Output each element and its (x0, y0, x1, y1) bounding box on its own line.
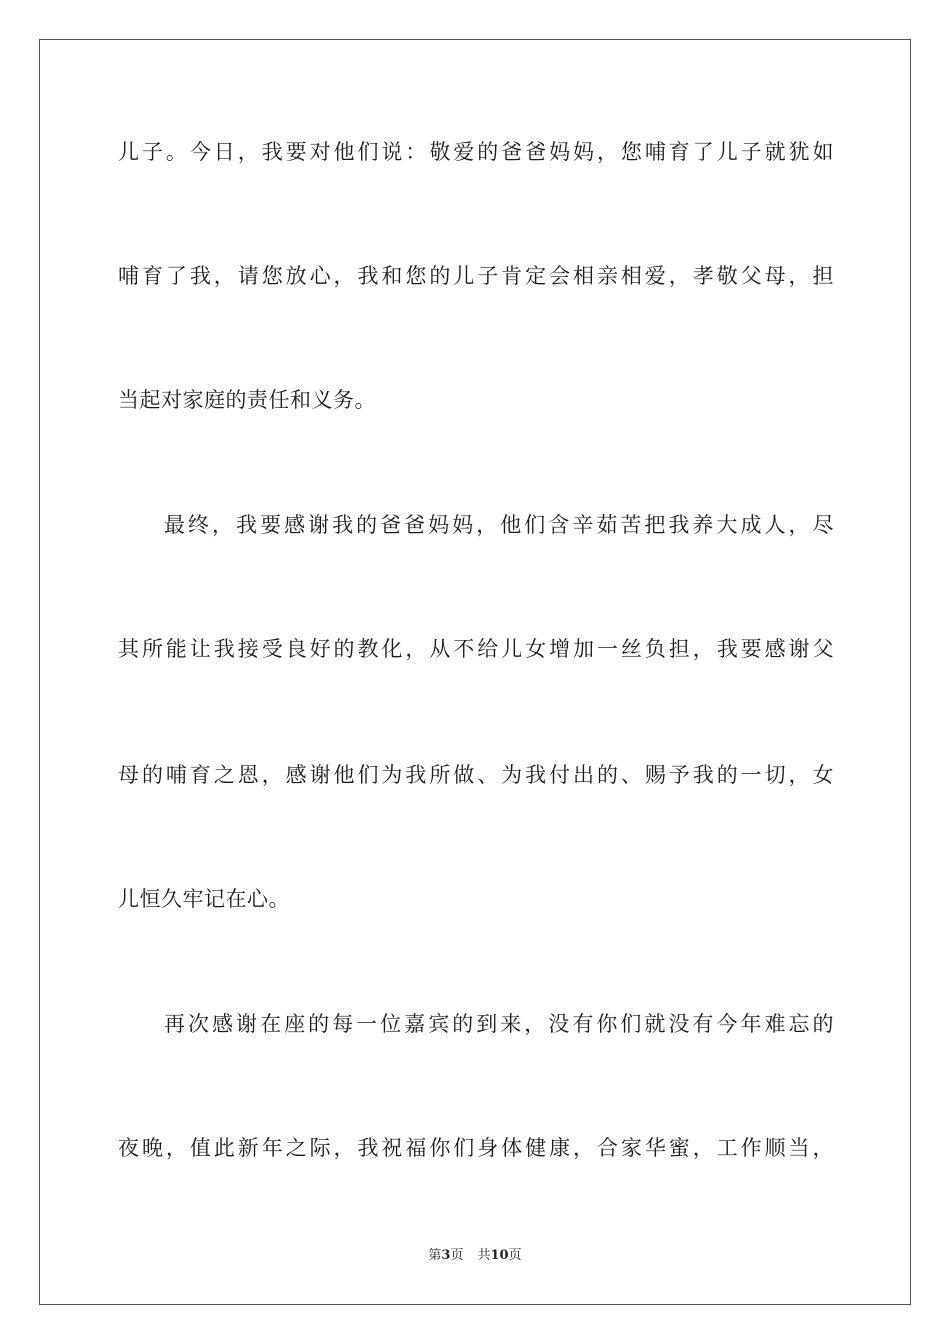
total-pages: 10 (490, 1248, 509, 1263)
text-line: 儿恒久牢记在心。 (118, 887, 290, 911)
page-number: 3 (441, 1248, 451, 1263)
text-line: 哺育了我，请您放心，我和您的儿子肯定会相亲相爱，孝敬父母，担 (118, 264, 834, 288)
total-suffix: 页 (508, 1248, 522, 1263)
page-suffix: 页 (450, 1248, 464, 1263)
text-line: 儿子。今日，我要对他们说：敬爱的爸爸妈妈，您哺育了儿子就犹如 (118, 140, 834, 164)
paragraph-first-line: 最终，我要感谢我的爸爸妈妈，他们含辛茹苦把我养大成人，尽 (164, 513, 834, 537)
total-prefix: 共 (477, 1248, 491, 1263)
text-line: 母的哺育之恩，感谢他们为我所做、为我付出的、赐予我的一切，女 (118, 763, 834, 787)
paragraph-first-line: 再次感谢在座的每一位嘉宾的到来，没有你们就没有今年难忘的 (164, 1012, 834, 1036)
page-prefix: 第 (428, 1248, 442, 1263)
text-line: 夜晚，值此新年之际，我祝福你们身体健康，合家华蜜，工作顺当， (118, 1136, 834, 1160)
page-border (39, 39, 911, 1305)
text-line: 其所能让我接受良好的教化，从不给儿女增加一丝负担，我要感谢父 (118, 637, 834, 661)
text-line: 当起对家庭的责任和义务。 (118, 388, 376, 412)
page-footer (0, 1248, 950, 1264)
